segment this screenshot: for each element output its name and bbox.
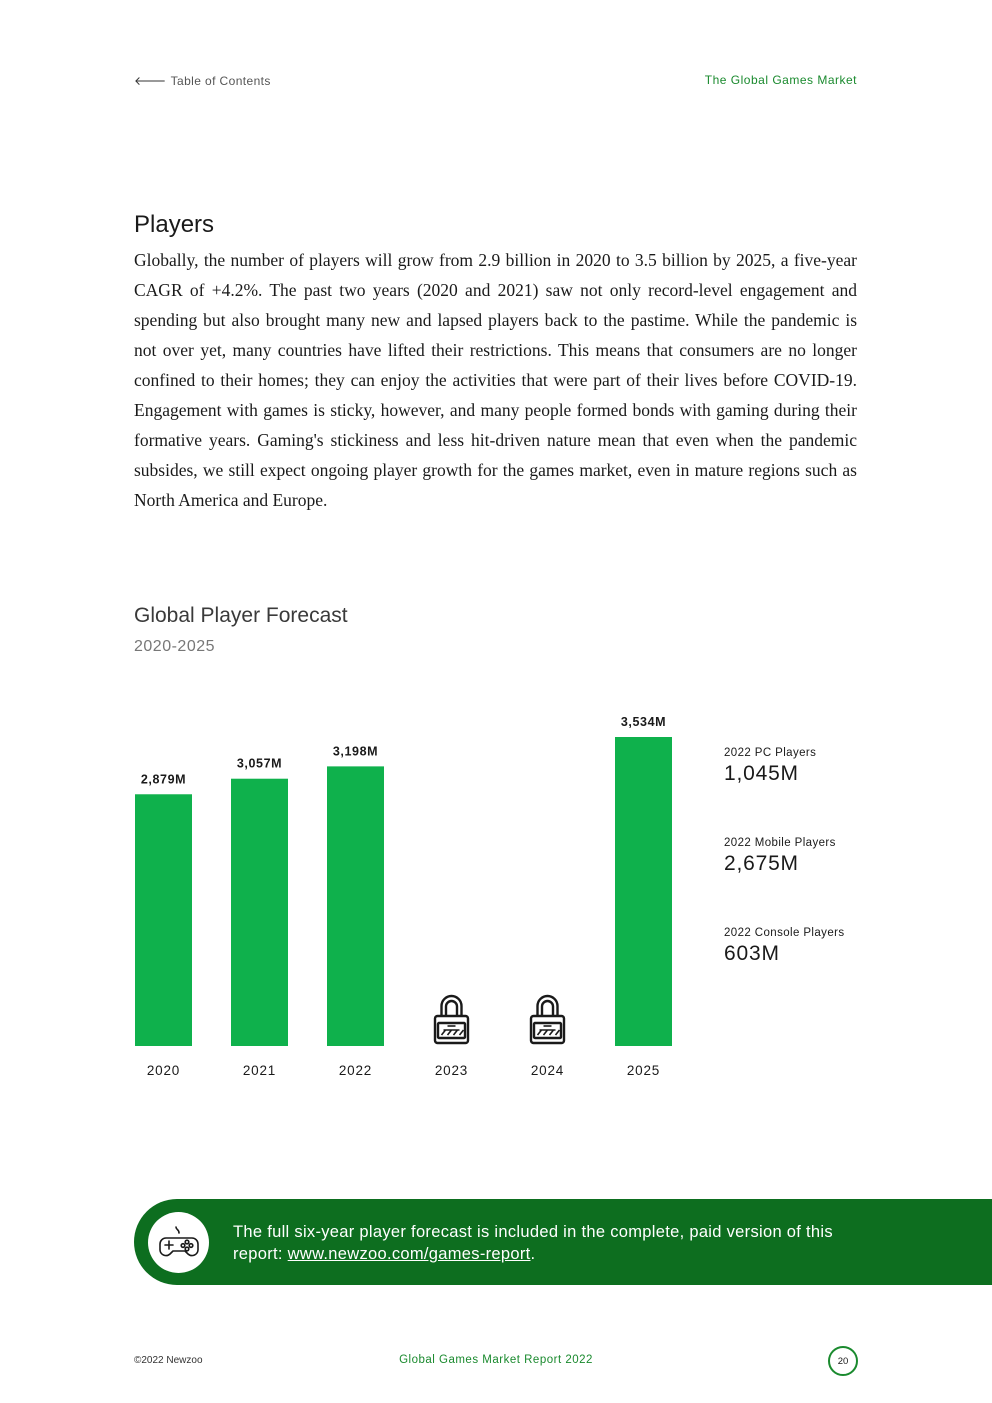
x-tick-label-2024: 2024: [530, 1063, 565, 1078]
stat-value: 2,675M: [724, 852, 799, 875]
x-tick-label-2020: 2020: [146, 1063, 181, 1078]
stat-label: 2022 Mobile Players: [724, 837, 836, 849]
stat-pc-players: [724, 747, 816, 786]
page-number: 20: [828, 1346, 858, 1376]
section-title: Players: [134, 211, 215, 238]
stat-label: 2022 PC Players: [724, 747, 817, 759]
footer-report-title: Global Games Market Report 2022: [399, 1354, 593, 1366]
report-section-title: The Global Games Market: [704, 73, 857, 87]
bar-value-label-2022: 3,198M: [332, 744, 379, 759]
stat-value: 1,045M: [724, 762, 799, 785]
banner-icon-badge: [148, 1212, 209, 1273]
footer-copyright: ©2022 Newzoo: [134, 1355, 203, 1366]
toc-label: Table of Contents: [170, 73, 271, 88]
bar-2020: [135, 794, 192, 1046]
bar-2022: [327, 766, 384, 1046]
bar-2021: [231, 779, 288, 1046]
x-tick-label-2025: 2025: [626, 1063, 661, 1078]
stat-console-players: [724, 927, 845, 966]
banner-suffix: .: [530, 1245, 536, 1263]
chart-subtitle: 2020-2025: [134, 638, 216, 655]
bar-value-label-2025: 3,534M: [620, 715, 667, 729]
chart-title: Global Player Forecast: [134, 604, 348, 627]
bar-value-label-2020: 2,879M: [140, 772, 187, 787]
games-report-link[interactable]: www.newzoo.com/games-report: [287, 1245, 531, 1263]
stat-label: 2022 Console Players: [724, 927, 845, 939]
stat-value: 603M: [724, 942, 780, 965]
arrow-left-icon: 🡐: [134, 74, 167, 88]
bar-value-label-2021: 3,057M: [236, 756, 283, 771]
banner-text: [233, 1221, 873, 1265]
x-tick-label-2022: 2022: [338, 1063, 373, 1078]
body-paragraph: Globally, the number of players will grow from 2.9 billion in 2020 to 3.5 billion by 2025, a five-year CAGR of +4.2%. The past two years (2020 and 2021) saw not only record-level engagement and spending but also brought many new and lapsed players back to the pastime. While the pandemic is not over yet, many countries have lifted their restrictions. This means that consumers are no longer confined to their homes; they can enjoy the activities that were part of their lives before COVID-19. Engagement with games is sticky, however, and many people formed bonds with gaming during their formative years. Gaming's stickiness and less hit-driven nature mean that even when the pandemic subsides, we still expect ongoing player growth for the games market, even in mature regions such as North America and Europe.: [134, 250, 857, 510]
lock-icon: [531, 996, 564, 1043]
bar-2025: [615, 737, 672, 1046]
gamepad-icon: [157, 1221, 201, 1265]
x-tick-label-2021: 2021: [242, 1063, 277, 1078]
banner-message: The full six-year player forecast is included in the complete, paid version of this report:: [233, 1223, 833, 1263]
lock-icon: [435, 996, 468, 1043]
x-tick-label-2023: 2023: [434, 1063, 469, 1078]
stat-mobile-players: [724, 837, 836, 876]
